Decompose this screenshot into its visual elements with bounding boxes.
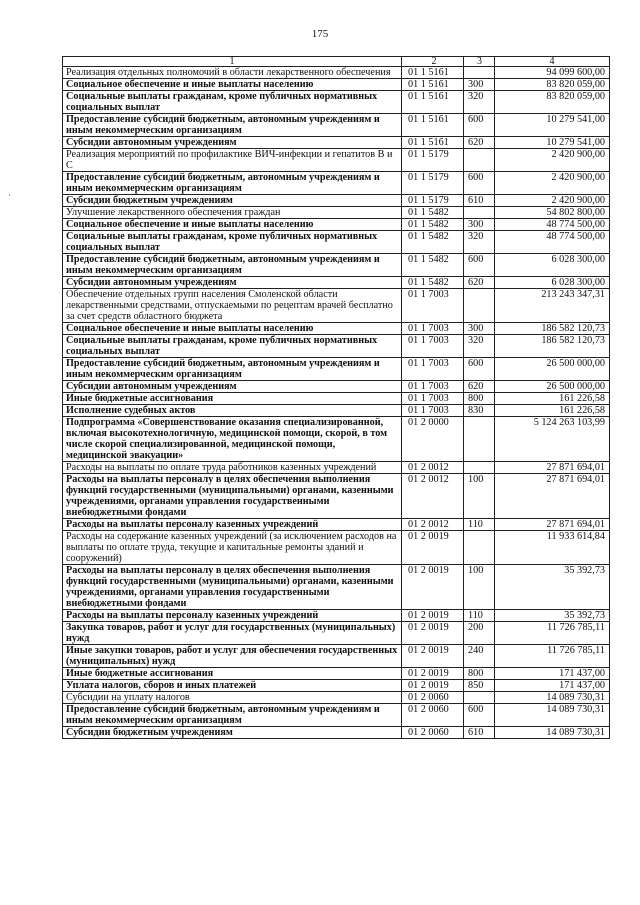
row-sum-cell: 35 392,73 — [495, 610, 610, 622]
row-code-cell: 01 1 5179 — [402, 149, 464, 172]
row-name-cell: Расходы на выплаты персоналу казенных учреждений — [63, 519, 402, 531]
row-name-cell: Социальное обеспечение и иные выплаты населению — [63, 323, 402, 335]
table-row — [63, 645, 610, 668]
row-sum-cell: 2 420 900,00 — [495, 149, 610, 172]
table-row — [63, 692, 610, 704]
table-row — [63, 622, 610, 645]
row-code-cell: 01 1 7003 — [402, 393, 464, 405]
row-sum-cell: 2 420 900,00 — [495, 172, 610, 195]
row-sum-cell: 2 420 900,00 — [495, 195, 610, 207]
row-name-cell: Обеспечение отдельных групп населения Смоленской области лекарственными средствами, отпускаемыми по рецептам врачей бесплатно за счет средств областного бюджета — [63, 289, 402, 323]
row-sum-cell: 83 820 059,00 — [495, 91, 610, 114]
row-sum-cell: 54 802 800,00 — [495, 207, 610, 219]
row-name-cell: Иные закупки товаров, работ и услуг для обеспечения государственных (муниципальных) нужд — [63, 645, 402, 668]
row-name-cell: Предоставление субсидий бюджетным, автономным учреждениям и иным некоммерческим организациям — [63, 704, 402, 727]
row-sum-cell: 6 028 300,00 — [495, 277, 610, 289]
margin-dot: · — [8, 190, 11, 200]
row-code-cell: 01 1 5482 — [402, 231, 464, 254]
row-name-cell: Исполнение судебных актов — [63, 405, 402, 417]
row-sum-cell: 94 099 600,00 — [495, 67, 610, 79]
table-row — [63, 149, 610, 172]
row-name-cell: Предоставление субсидий бюджетным, автономным учреждениям и иным некоммерческим организациям — [63, 254, 402, 277]
row-code-cell: 01 1 5482 — [402, 207, 464, 219]
row-name-cell: Иные бюджетные ассигнования — [63, 393, 402, 405]
column-header: 4 — [495, 57, 610, 67]
row-type-cell: 600 — [464, 172, 495, 195]
row-type-cell: 600 — [464, 114, 495, 137]
row-name-cell: Расходы на выплаты персоналу в целях обеспечения выполнения функций государственными (муниципальными) органами, казенными учреждениями, органами управления государственными внебюджетными фондами — [63, 474, 402, 519]
row-type-cell: 850 — [464, 680, 495, 692]
table-row — [63, 219, 610, 231]
row-type-cell: 100 — [464, 474, 495, 519]
row-code-cell: 01 2 0019 — [402, 622, 464, 645]
row-name-cell: Субсидии бюджетным учреждениям — [63, 195, 402, 207]
row-type-cell — [464, 692, 495, 704]
table-row — [63, 323, 610, 335]
row-code-cell: 01 2 0019 — [402, 610, 464, 622]
row-sum-cell: 27 871 694,01 — [495, 462, 610, 474]
row-type-cell: 110 — [464, 519, 495, 531]
table-row — [63, 565, 610, 610]
row-sum-cell: 11 726 785,11 — [495, 622, 610, 645]
row-code-cell: 01 2 0019 — [402, 645, 464, 668]
row-type-cell: 600 — [464, 254, 495, 277]
row-code-cell: 01 2 0012 — [402, 474, 464, 519]
row-sum-cell: 171 437,00 — [495, 668, 610, 680]
row-type-cell: 100 — [464, 565, 495, 610]
table-row — [63, 462, 610, 474]
row-sum-cell: 35 392,73 — [495, 565, 610, 610]
row-name-cell: Предоставление субсидий бюджетным, автономным учреждениям и иным некоммерческим организациям — [63, 114, 402, 137]
table-row — [63, 172, 610, 195]
row-type-cell: 300 — [464, 79, 495, 91]
row-type-cell: 320 — [464, 91, 495, 114]
row-code-cell: 01 1 5179 — [402, 172, 464, 195]
page-number: 175 — [311, 28, 329, 40]
row-code-cell: 01 2 0060 — [402, 704, 464, 727]
row-code-cell: 01 1 5161 — [402, 91, 464, 114]
row-sum-cell: 48 774 500,00 — [495, 231, 610, 254]
row-sum-cell: 161 226,58 — [495, 393, 610, 405]
row-sum-cell: 171 437,00 — [495, 680, 610, 692]
row-name-cell: Субсидии на уплату налогов — [63, 692, 402, 704]
table-row — [63, 277, 610, 289]
table-row — [63, 680, 610, 692]
row-code-cell: 01 1 5161 — [402, 79, 464, 91]
row-sum-cell: 27 871 694,01 — [495, 474, 610, 519]
column-header: 1 — [63, 57, 402, 67]
row-sum-cell: 213 243 347,31 — [495, 289, 610, 323]
row-sum-cell: 10 279 541,00 — [495, 137, 610, 149]
budget-table — [62, 56, 610, 739]
row-code-cell: 01 1 5161 — [402, 114, 464, 137]
row-code-cell: 01 1 5161 — [402, 137, 464, 149]
row-type-cell: 620 — [464, 137, 495, 149]
row-name-cell: Социальные выплаты гражданам, кроме публичных нормативных социальных выплат — [63, 231, 402, 254]
table-row — [63, 91, 610, 114]
row-type-cell — [464, 289, 495, 323]
row-code-cell: 01 2 0019 — [402, 680, 464, 692]
row-name-cell: Предоставление субсидий бюджетным, автономным учреждениям и иным некоммерческим организациям — [63, 358, 402, 381]
row-sum-cell: 26 500 000,00 — [495, 358, 610, 381]
table-row — [63, 114, 610, 137]
row-name-cell: Расходы на выплаты персоналу в целях обеспечения выполнения функций государственными (муниципальными) органами, казенными учреждениями, органами управления государственными внебюджетными фондами — [63, 565, 402, 610]
row-code-cell: 01 1 5161 — [402, 67, 464, 79]
table-row — [63, 335, 610, 358]
table-row — [63, 474, 610, 519]
row-type-cell — [464, 149, 495, 172]
table-row — [63, 393, 610, 405]
table-row — [63, 254, 610, 277]
row-sum-cell: 27 871 694,01 — [495, 519, 610, 531]
row-sum-cell: 161 226,58 — [495, 405, 610, 417]
row-type-cell: 600 — [464, 704, 495, 727]
table-row — [63, 417, 610, 462]
row-sum-cell: 14 089 730,31 — [495, 704, 610, 727]
row-sum-cell: 14 089 730,31 — [495, 692, 610, 704]
row-code-cell: 01 1 7003 — [402, 289, 464, 323]
row-name-cell: Предоставление субсидий бюджетным, автономным учреждениям и иным некоммерческим организациям — [63, 172, 402, 195]
row-name-cell: Социальные выплаты гражданам, кроме публичных нормативных социальных выплат — [63, 335, 402, 358]
row-type-cell: 200 — [464, 622, 495, 645]
row-sum-cell: 83 820 059,00 — [495, 79, 610, 91]
table-row — [63, 231, 610, 254]
row-name-cell: Субсидии автономным учреждениям — [63, 277, 402, 289]
table-row — [63, 67, 610, 79]
table-row — [63, 381, 610, 393]
row-type-cell — [464, 67, 495, 79]
row-sum-cell: 186 582 120,73 — [495, 335, 610, 358]
row-type-cell: 620 — [464, 277, 495, 289]
row-name-cell: Социальные выплаты гражданам, кроме публичных нормативных социальных выплат — [63, 91, 402, 114]
row-code-cell: 01 1 5179 — [402, 195, 464, 207]
row-type-cell: 300 — [464, 323, 495, 335]
table-row — [63, 405, 610, 417]
row-type-cell: 320 — [464, 231, 495, 254]
row-name-cell: Субсидии автономным учреждениям — [63, 381, 402, 393]
row-name-cell: Расходы на выплаты по оплате труда работников казенных учреждений — [63, 462, 402, 474]
row-name-cell: Подпрограмма «Совершенствование оказания специализированной, включая высокотехнологичную, медицинской помощи, скорой, в том числе скорой специализированной, медицинской помощи, медицинской эвакуации» — [63, 417, 402, 462]
row-code-cell: 01 1 5482 — [402, 219, 464, 231]
table-header-row — [63, 57, 610, 67]
column-header: 3 — [464, 57, 495, 67]
row-sum-cell: 11 726 785,11 — [495, 645, 610, 668]
row-sum-cell: 14 089 730,31 — [495, 727, 610, 739]
row-type-cell: 610 — [464, 195, 495, 207]
row-name-cell: Улучшение лекарственного обеспечения граждан — [63, 207, 402, 219]
row-code-cell: 01 1 7003 — [402, 358, 464, 381]
row-sum-cell: 26 500 000,00 — [495, 381, 610, 393]
row-code-cell: 01 1 7003 — [402, 381, 464, 393]
row-type-cell: 610 — [464, 727, 495, 739]
row-type-cell: 240 — [464, 645, 495, 668]
row-name-cell: Субсидии автономным учреждениям — [63, 137, 402, 149]
row-sum-cell: 6 028 300,00 — [495, 254, 610, 277]
table-row — [63, 531, 610, 565]
row-name-cell: Субсидии бюджетным учреждениям — [63, 727, 402, 739]
column-header: 2 — [402, 57, 464, 67]
table-row — [63, 610, 610, 622]
table-row — [63, 137, 610, 149]
row-name-cell: Закупка товаров, работ и услуг для государственных (муниципальных) нужд — [63, 622, 402, 645]
row-sum-cell: 186 582 120,73 — [495, 323, 610, 335]
row-type-cell — [464, 462, 495, 474]
table-row — [63, 704, 610, 727]
row-code-cell: 01 1 5482 — [402, 277, 464, 289]
row-code-cell: 01 1 5482 — [402, 254, 464, 277]
row-type-cell: 800 — [464, 393, 495, 405]
row-code-cell: 01 2 0000 — [402, 417, 464, 462]
row-name-cell: Расходы на содержание казенных учреждений (за исключением расходов на выплаты по оплате труда, текущие и капитальные ремонты зданий и сооружений) — [63, 531, 402, 565]
row-code-cell: 01 2 0019 — [402, 668, 464, 680]
table-row — [63, 519, 610, 531]
row-name-cell: Расходы на выплаты персоналу казенных учреждений — [63, 610, 402, 622]
row-type-cell — [464, 531, 495, 565]
row-type-cell: 110 — [464, 610, 495, 622]
row-code-cell: 01 2 0060 — [402, 727, 464, 739]
row-type-cell: 830 — [464, 405, 495, 417]
table-row — [63, 79, 610, 91]
row-sum-cell: 5 124 263 103,99 — [495, 417, 610, 462]
row-name-cell: Реализация мероприятий по профилактике ВИЧ-инфекции и гепатитов В и С — [63, 149, 402, 172]
row-name-cell: Социальное обеспечение и иные выплаты населению — [63, 219, 402, 231]
table-body — [63, 67, 610, 739]
row-type-cell — [464, 207, 495, 219]
row-code-cell: 01 2 0060 — [402, 692, 464, 704]
row-name-cell: Социальное обеспечение и иные выплаты населению — [63, 79, 402, 91]
row-name-cell: Уплата налогов, сборов и иных платежей — [63, 680, 402, 692]
row-code-cell: 01 2 0019 — [402, 565, 464, 610]
row-type-cell: 320 — [464, 335, 495, 358]
row-type-cell: 600 — [464, 358, 495, 381]
row-sum-cell: 10 279 541,00 — [495, 114, 610, 137]
row-code-cell: 01 1 7003 — [402, 405, 464, 417]
row-type-cell — [464, 417, 495, 462]
row-type-cell: 800 — [464, 668, 495, 680]
table-row — [63, 358, 610, 381]
row-name-cell: Иные бюджетные ассигнования — [63, 668, 402, 680]
row-name-cell: Реализация отдельных полномочий в области лекарственного обеспечения — [63, 67, 402, 79]
row-code-cell: 01 2 0019 — [402, 531, 464, 565]
row-code-cell: 01 1 7003 — [402, 335, 464, 358]
table-row — [63, 727, 610, 739]
row-type-cell: 300 — [464, 219, 495, 231]
row-code-cell: 01 2 0012 — [402, 519, 464, 531]
table-row — [63, 207, 610, 219]
row-code-cell: 01 2 0012 — [402, 462, 464, 474]
row-type-cell: 620 — [464, 381, 495, 393]
row-sum-cell: 48 774 500,00 — [495, 219, 610, 231]
row-code-cell: 01 1 7003 — [402, 323, 464, 335]
table-row — [63, 668, 610, 680]
row-sum-cell: 11 933 614,84 — [495, 531, 610, 565]
table-row — [63, 195, 610, 207]
table-row — [63, 289, 610, 323]
